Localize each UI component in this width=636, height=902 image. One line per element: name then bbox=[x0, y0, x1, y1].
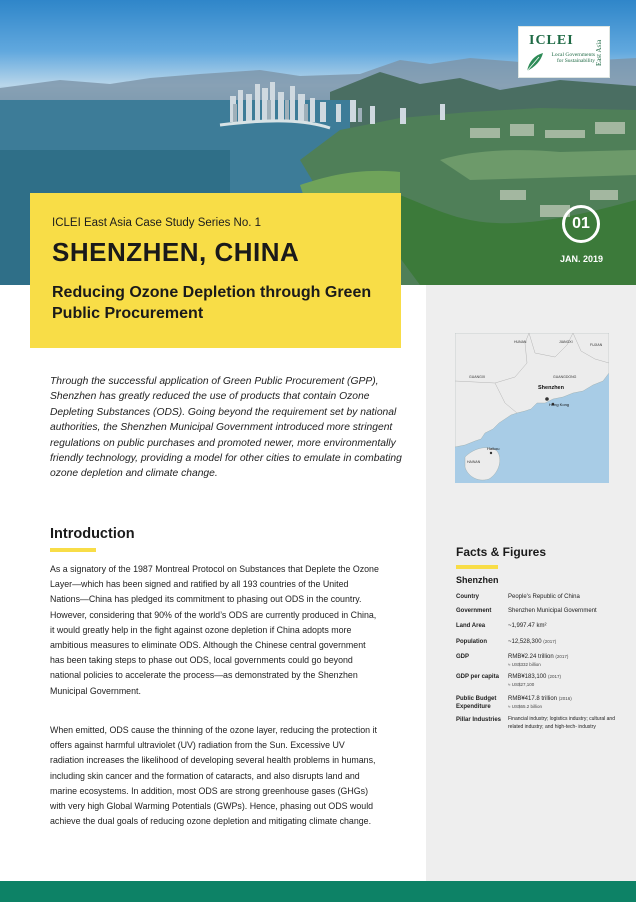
map-city-shenzhen: Shenzhen bbox=[538, 385, 564, 391]
facts-value: ~1,997.47 km² bbox=[508, 623, 547, 629]
facts-value: ~12,528,300 (2017) bbox=[508, 639, 557, 645]
facts-key: Government bbox=[456, 608, 492, 614]
map-label: GUANGDONG bbox=[553, 375, 577, 379]
location-map bbox=[455, 333, 609, 483]
map-city-hongkong: Hong Kong bbox=[549, 402, 570, 407]
issue-date: JAN. 2019 bbox=[560, 254, 604, 264]
map-label: JIANGXI bbox=[559, 340, 573, 344]
facts-value: RMB¥417.8 trillion (2016) ≈ US$65.2 billion bbox=[508, 696, 572, 709]
section-underline bbox=[50, 548, 96, 552]
facts-value: People's Republic of China bbox=[508, 594, 580, 600]
facts-key: Population bbox=[456, 639, 487, 645]
series-label: ICLEI East Asia Case Study Series No. 1 bbox=[52, 217, 262, 229]
page-subtitle: Reducing Ozone Depletion through Green Public Procurement bbox=[52, 284, 372, 322]
facts-value: Financial industry; logistics industry; cultural and related industry; and high-tech- industry bbox=[508, 716, 615, 730]
section-title-introduction: Introduction bbox=[50, 526, 135, 542]
footer-bar bbox=[0, 881, 636, 902]
logo-tagline: Local Governments for Sustainability bbox=[551, 52, 595, 64]
logo-region: East Asia bbox=[595, 39, 603, 67]
facts-key: GDP bbox=[456, 654, 470, 660]
facts-value: RMB¥183,100 (2017) ≈ US$27,100 bbox=[508, 674, 562, 687]
map-label: FUJIAN bbox=[590, 343, 603, 347]
facts-key: Country bbox=[456, 594, 479, 600]
paragraph-text: When emitted, ODS cause the thinning of the ozone layer, reducing the protection it offers against harmful ultraviolet (UV) radiation from the Sun. Excessive UV radiation increases the likelihood of developing several health problems in humans, including skin cancer and the formation of cataracts, and also disrupts land and marine ecosystems. In addition, most ODS are strong greenhouse gases (GHGs) with very high Global Warming Potentials (GWPs). Hence, phasing out ODS would achieve the dual goals of reducing ozone depletion and mitigating climate change. bbox=[50, 725, 377, 827]
map-label: HAINAN bbox=[467, 460, 481, 464]
facts-title: Facts & Figures bbox=[456, 545, 547, 559]
paragraph-text: As a signatory of the 1987 Montreal Protocol on Substances that Deplete the Ozone Layer—which has been signed and ratified by all 193 countries of the United Nations—China has pledged its commitment to phasing out ODS in the country. However, considering that 90% of the world’s ODS are currently produced in China, it would greatly help in the fight against ozone depletion if China adopts more ambitious measures to eliminate ODS. Although the Chinese central government has been taking steps to phase out ODS, local governments could go beyond national policies to accelerate the process—as demonstrated by the Shenzhen Municipal Government. bbox=[50, 564, 379, 696]
facts-key: Pillar Industries bbox=[456, 717, 502, 723]
facts-key: Public Budget Expenditure bbox=[456, 696, 497, 710]
map-label: HUNAN bbox=[514, 340, 527, 344]
facts-value: Shenzhen Municipal Government bbox=[508, 608, 597, 614]
map-label: GUANGXI bbox=[469, 375, 486, 379]
map-city-haikou: Haikou bbox=[487, 446, 500, 451]
issue-number-badge: 01 bbox=[562, 205, 600, 243]
iclei-logo bbox=[518, 26, 610, 78]
facts-value: RMB¥2.24 trillion (2017) ≈ US$332 billion bbox=[508, 654, 569, 667]
iclei-leaf-icon bbox=[525, 51, 545, 73]
facts-underline bbox=[456, 565, 498, 569]
facts-key: Land Area bbox=[456, 623, 486, 629]
facts-key: GDP per capita bbox=[456, 674, 499, 680]
page-title: SHENZHEN, CHINA bbox=[52, 237, 300, 267]
intro-paragraph-1 bbox=[50, 562, 380, 699]
facts-city: Shenzhen bbox=[456, 575, 499, 585]
abstract-text: Through the successful application of Green Public Procurement (GPP), Shenzhen has greatly reduced the use of products that contain Ozone Depleting Substances (ODS). Going beyond the requirement set by national authorities, the Shenzhen Municipal Government introduced more stringent regulations on public purchases and promoted newer, more environmentally friendly technology, providing a model for other cities to emulate in combating ozone depletion and climate change. bbox=[50, 376, 402, 480]
intro-paragraph-2 bbox=[50, 723, 380, 829]
logo-name: ICLEI bbox=[529, 33, 574, 48]
